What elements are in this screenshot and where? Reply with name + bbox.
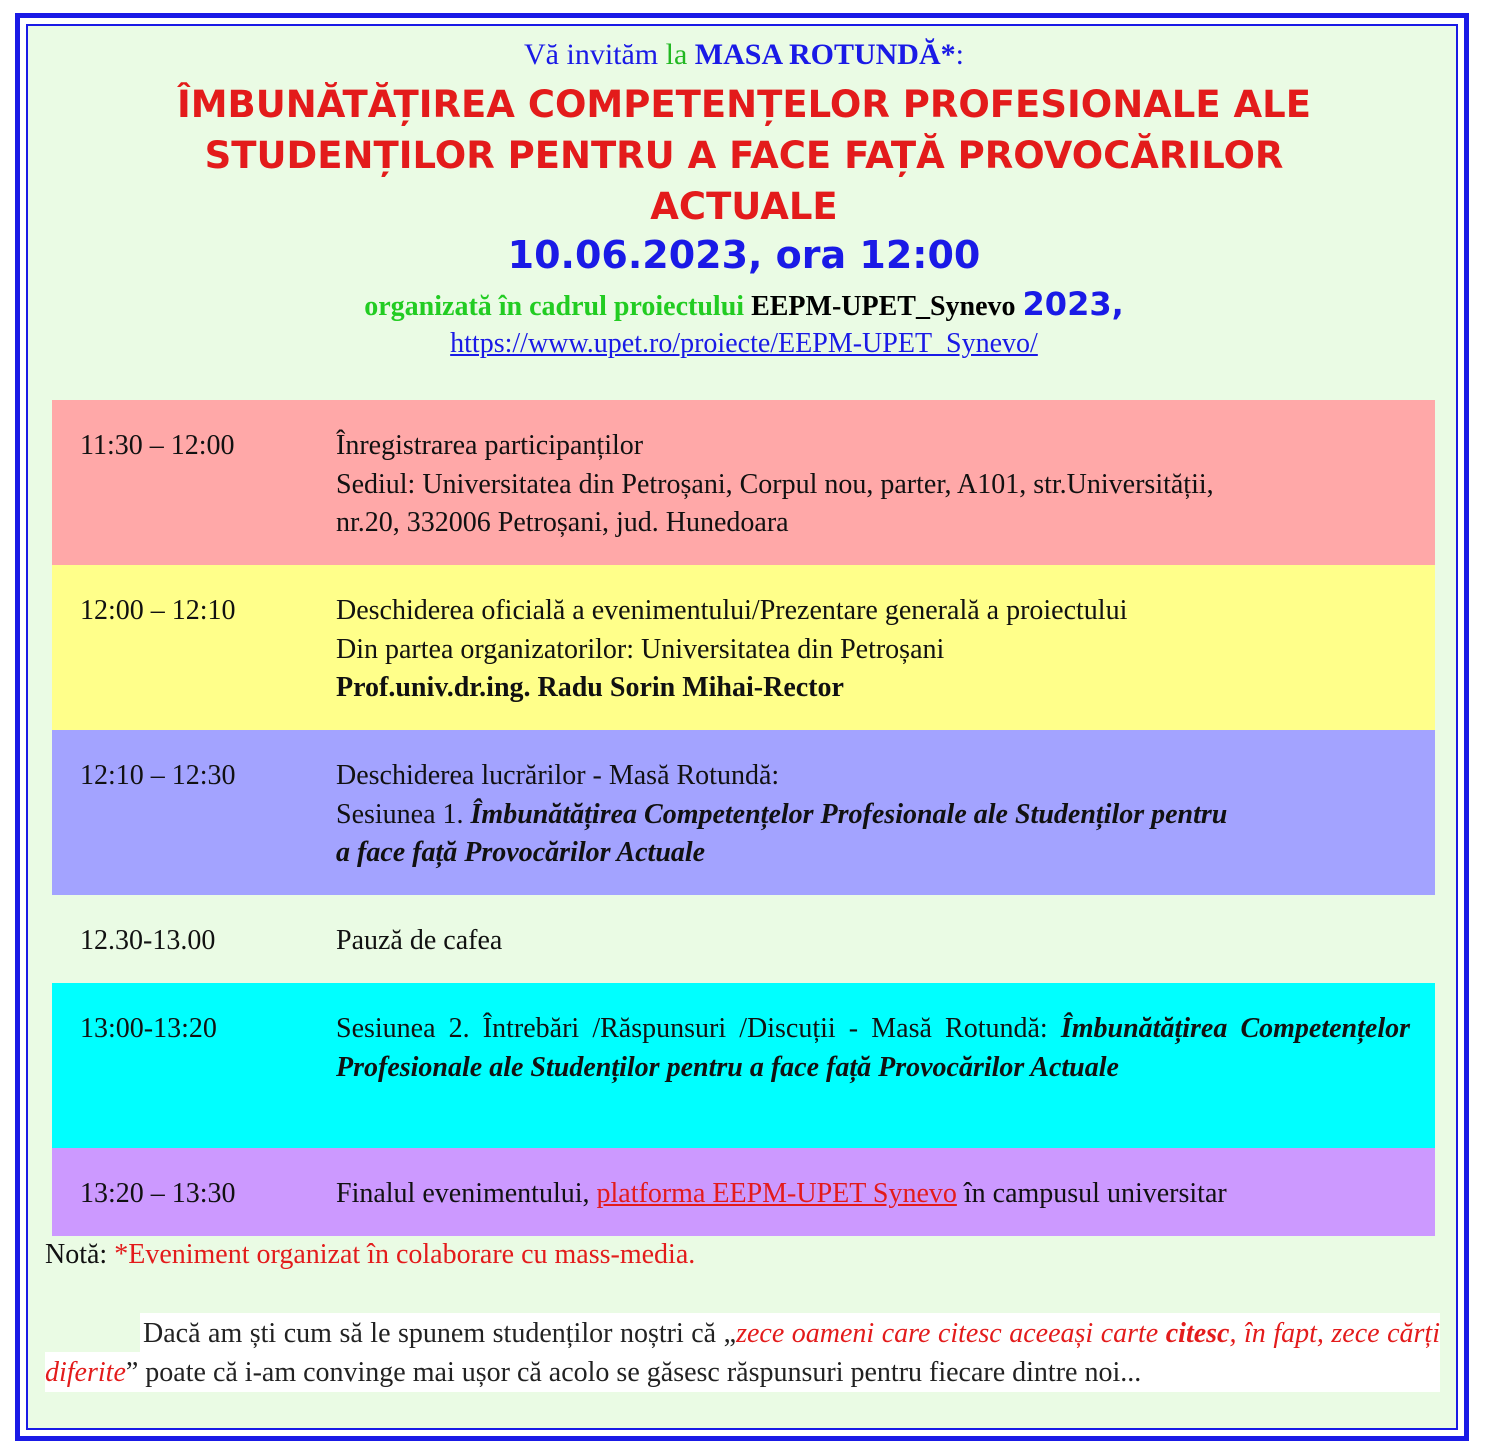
organized-by-line — [0, 285, 1488, 323]
org-project: EEPM-UPET_Synevo — [751, 291, 1016, 322]
row-line — [336, 796, 1410, 835]
quote-bold-word: citesc — [1165, 1318, 1230, 1349]
schedule-row-session-2 — [52, 983, 1435, 1148]
row-time: 12.30-13.00 — [80, 925, 216, 956]
row-description — [336, 592, 1410, 708]
session-title-cont: a face față Provocărilor Actuale — [336, 837, 706, 868]
row-time: 12:00 – 12:10 — [80, 595, 236, 626]
quote-italic-2: , în fapt, zece cărți diferite — [45, 1318, 1440, 1388]
org-prefix: organizată în cadrul proiectului — [364, 291, 745, 322]
row-line: Deschiderea lucrărilor - Masă Rotundă: — [336, 760, 780, 791]
session-title: Îmbunătățirea Competențelor Profesionale ale Studenților pentru — [470, 798, 1228, 830]
row-line: Din partea organizatorilor: Universitatea din Petroșani — [336, 633, 945, 665]
quote-italic-1: zece oameni care citesc aceeași carte — [736, 1318, 1166, 1349]
schedule-row-opening — [52, 565, 1435, 730]
schedule-row-closing — [52, 1148, 1435, 1236]
closing-quote — [45, 1314, 1440, 1392]
session-2-prefix: Sesiunea 2. Întrebări /Răspunsuri /Discuții - Masă Rotundă: — [336, 1013, 1061, 1044]
invite-colon: : — [955, 38, 964, 71]
row-line: nr.20, 332006 Petroșani, jud. Hunedoara — [336, 507, 789, 538]
row-line: Deschiderea oficială a evenimentului/Prezentare generală a proiectului — [336, 595, 1128, 626]
schedule-row-registration — [52, 400, 1435, 565]
row-line: Sediul: Universitatea din Petroșani, Corpul nou, parter, A101, str.Universității, — [336, 468, 1214, 500]
row-line: Înregistrarea participanților — [336, 430, 644, 461]
event-date: 10.06.2023, ora 12:00 — [507, 233, 981, 277]
row-description — [336, 922, 1410, 961]
row-paragraph — [336, 1010, 1410, 1087]
title-line-2: STUDENȚILOR PENTRU A FACE FAȚĂ PROVOCĂRILOR — [204, 134, 1284, 177]
row-time: 13:20 – 13:30 — [80, 1178, 236, 1209]
title-line-1: ÎMBUNĂTĂȚIREA COMPETENȚELOR PROFESIONALE ALE — [176, 83, 1312, 126]
invite-event: MASA ROTUNDĂ* — [694, 38, 956, 71]
row-time: 11:30 – 12:00 — [80, 430, 235, 461]
row-description — [336, 1175, 1410, 1214]
row-description — [336, 757, 1410, 873]
project-url-link[interactable]: https://www.upet.ro/proiecte/EEPM-UPET_Synevo/ — [450, 328, 1038, 359]
row-line — [336, 1175, 1410, 1214]
title-line-3: ACTUALE — [650, 185, 838, 228]
footnote — [45, 1239, 695, 1271]
note-label: Notă: — [45, 1239, 115, 1270]
rector-name: Prof.univ.dr.ing. Radu Sorin Mihai-Rector — [336, 672, 844, 703]
closing-prefix: Finalul evenimentului, — [336, 1178, 597, 1209]
schedule-row-coffee-break — [52, 895, 1435, 983]
org-year: 2023, — [1022, 285, 1124, 323]
invite-la: la — [665, 38, 688, 71]
session-2-title: Îmbunătățirea Competențelor Profesionale ale Studenților pentru a face față Provocărilor Actuale — [336, 1013, 1411, 1083]
platform-link[interactable]: platforma EEPM-UPET Synevo — [596, 1178, 957, 1209]
invitation-line — [0, 38, 1488, 72]
schedule-row-session-1 — [52, 730, 1435, 895]
row-line: Pauză de cafea — [336, 925, 503, 956]
session-prefix: Sesiunea 1. — [336, 798, 471, 830]
quote-part-2: ” poate că i-am convinge mai ușor că acolo se găsesc răspunsuri pentru fiecare dintre noi... — [125, 1357, 1142, 1388]
row-description — [336, 427, 1410, 543]
row-time: 12:10 – 12:30 — [80, 760, 236, 791]
row-description — [336, 1010, 1410, 1087]
row-time: 13:00-13:20 — [80, 1013, 217, 1044]
note-text: *Eveniment organizat în colaborare cu mass-media. — [114, 1239, 696, 1270]
quote-part-1: Dacă am ști cum să le spunem studenților noștri că „ — [143, 1318, 737, 1349]
invite-prefix: Vă invităm — [524, 38, 659, 71]
closing-suffix: în campusul universitar — [956, 1178, 1227, 1209]
